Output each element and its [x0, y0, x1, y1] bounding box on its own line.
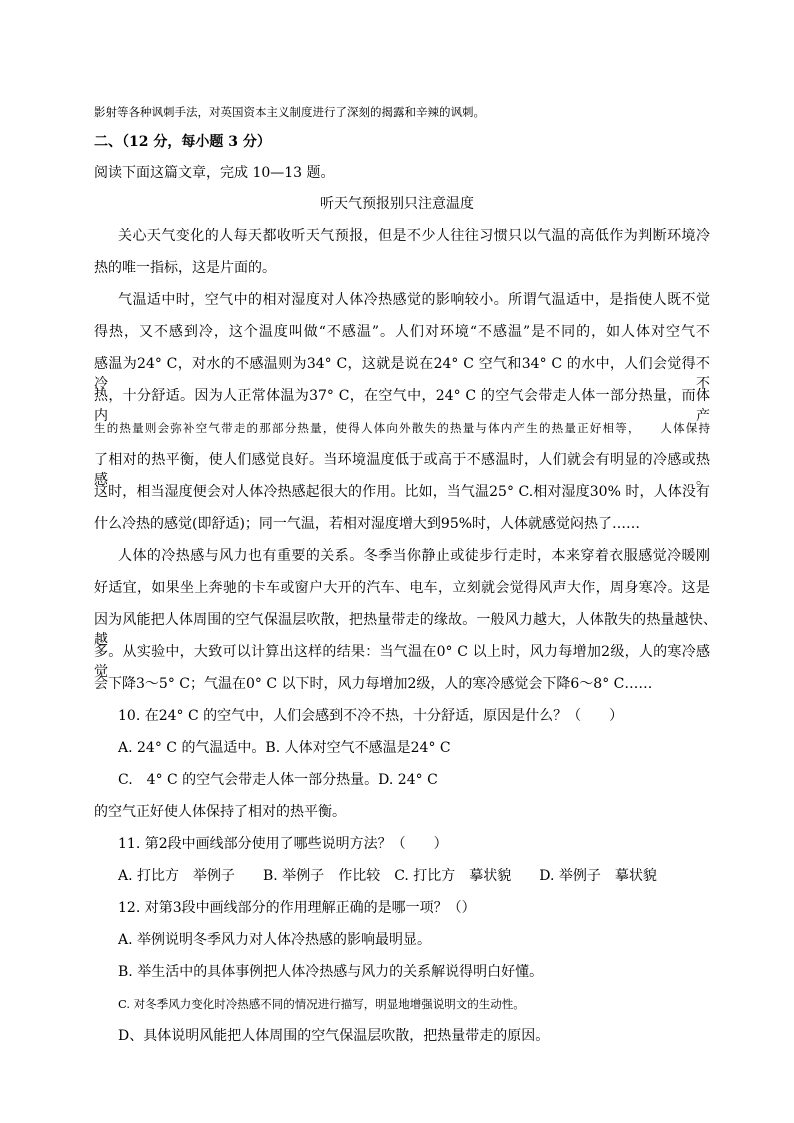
paragraph-1-line-2: 热的唯一指标，这是片面的。 [94, 260, 276, 276]
previous-answer-tail: 影射等各种讽刺手法，对英国资本主义制度进行了深刻的揭露和辛辣的讽刺。 [94, 105, 485, 119]
paragraph-2-line-3: 感温为24° C，对水的不感温则为34° C，这就是说在24° C 空气和34° C 的水中，人们会觉得不冷不 [94, 356, 710, 392]
question-12-option-b: B. 举生活中的具体事例把人体冷热感与风力的关系解说得明白好懂。 [118, 964, 544, 980]
question-12-option-a: A. 举例说明冬季风力对人体冷热感的影响最明显。 [118, 932, 432, 948]
question-11: 11. 第2段中画线部分使用了哪些说明方法？（ ） [118, 836, 448, 852]
paragraph-2-line-8: 什么冷热的感觉(即舒适)；同一气温，若相对湿度增大到95%时，人体就感觉闷热了…… [94, 516, 641, 532]
paragraph-2-line-2: 得热，又不感到冷，这个温度叫做“不感温”。人们对环境“不感温”是不同的，如人体对空气不 [94, 324, 710, 340]
paragraph-3-line-1: 人体的冷热感与风力也有重要的关系。冬季当你静止或徒步行走时，本来穿着衣服感觉冷暖刚 [118, 548, 710, 564]
paragraph-1-line-1: 关心天气变化的人每天都收听天气预报，但是不少人往往习惯只以气温的高低作为判断环境冷 [118, 228, 710, 244]
paragraph-3-line-4: 多。从实验中，大致可以计算出这样的结果：当气温在0° C 以上时，风力每增加2级，人的寒冷感觉 [94, 644, 710, 680]
question-10-options-ab: A. 24° C 的气温适中。B. 人体对空气不感温是24° C [118, 740, 451, 756]
question-12-option-c: C. 对冬季风力变化时冷热感不同的情况进行描写，明显地增强说明文的生动性。 [118, 997, 525, 1011]
paragraph-3-line-3: 因为风能把人体周围的空气保温层吹散，把热量带走的缘故。一般风力越大，人体散失的热量越快、 越 [94, 612, 729, 648]
question-11-options: A. 打比方 举例子 B. 举例子 作比较 C. 打比方 摹状貌 D. 举例子 摹状貌 [118, 868, 657, 884]
paragraph-2-line-1: 气温适中时，空气中的相对湿度对人体冷热感觉的影响较小。所谓气温适中，是指使人既不觉 [118, 292, 710, 308]
paragraph-2-line-7: 这时，相当湿度便会对人体冷热感起很大的作用。比如，当气温25° C.相对湿度30% 时，人体没有 [94, 484, 710, 500]
paragraph-2-line-4: 热，十分舒适。因为人正常体温为37° C，在空气中，24° C 的空气会带走人体一部分热量，而体内产 [94, 388, 710, 424]
article-title: 听天气预报别只注意温度 [320, 196, 474, 212]
question-10-options-cd: C. 4° C 的空气会带走人体一部分热量。D. 24° C [118, 772, 438, 788]
question-12-option-d: D、具体说明风能把人体周围的空气保温层吹散，把热量带走的原因。 [118, 1028, 550, 1044]
question-10: 10. 在24° C 的空气中，人们会感到不冷不热，十分舒适，原因是什么？（ ） [118, 708, 624, 724]
question-12: 12. 对第3段中画线部分的作用理解正确的是哪一项？（） [118, 900, 476, 916]
paragraph-3-line-2: 好适宜，如果坐上奔驰的卡车或窗户大开的汽车、电车，立刻就会觉得风声大作，周身寒冷。这是 [94, 580, 710, 596]
paragraph-2-line-6: 了相对的热平衡，使人们感觉良好。当环境温度低于或高于不感温时，人们就会有明显的冷感或热感。 [94, 452, 710, 488]
paragraph-3-line-5: 会下降3～5° C；气温在0° C 以下时，风力每增加2级，人的寒冷感觉会下降6～8° C…… [94, 676, 653, 692]
section-heading: 二、（12 分，每小题 3 分） [94, 134, 271, 150]
reading-instruction: 阅读下面这篇文章，完成 10—13 题。 [94, 165, 335, 181]
paragraph-2-line-5: 生的热量则会弥补空气带走的那部分热量，使得人体向外散失的热量与体内产生的热量正好相等， 人体保持 [94, 421, 710, 435]
question-10-option-d-cont: 的空气正好使人体保持了相对的热平衡。 [94, 804, 346, 820]
